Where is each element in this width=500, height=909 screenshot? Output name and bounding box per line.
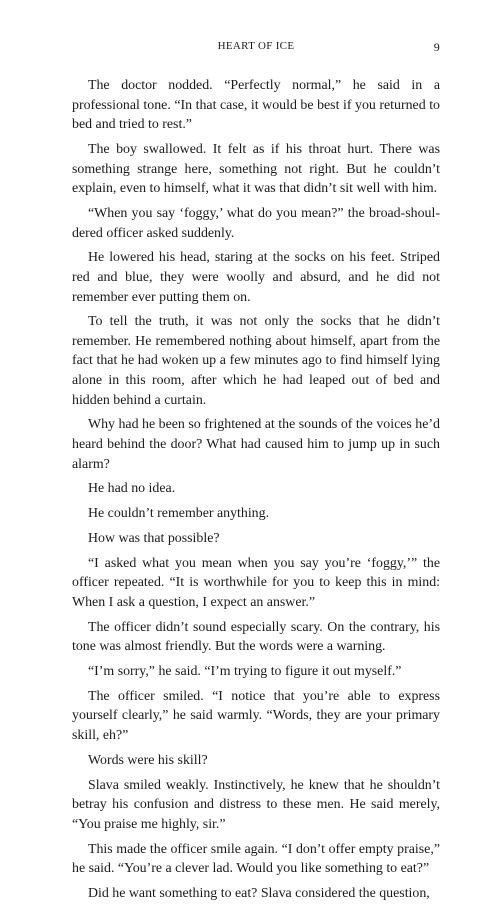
paragraph: Slava smiled weakly. Instinctively, he knew that he shouldn’t betray his confusion and distress to these men. He said merely, “You praise me highly, sir.”: [72, 777, 440, 832]
paragraph: He couldn’t remember anything.: [88, 506, 270, 522]
paragraph: “When you say ‘foggy,’ what do you mean?” the broad-shouldered officer asked suddenly.: [72, 205, 440, 241]
page-number: 9: [433, 40, 440, 54]
paragraph: He lowered his head, staring at the socks on his feet. Striped red and blue, they were woolly and absurd, and he did not remember ever putting them on.: [72, 250, 440, 305]
paragraph: Words were his skill?: [88, 752, 208, 768]
book-page: [72, 40, 440, 909]
paragraph: Did he want something to eat? Slava considered the question,: [88, 885, 430, 901]
running-header: [72, 40, 440, 60]
paragraph: This made the officer smile again. “I don’t offer empty praise,” he said. “You’re a clever lad. Would you like something to eat?”: [72, 841, 440, 877]
paragraph: The officer smiled. “I notice that you’re able to express yourself clearly,” he said warmly. “Words, they are your primary skill, eh?”: [72, 688, 440, 744]
paragraph: The doctor nodded. “Perfectly normal,” he said in a professional tone. “In that case, it would be best if you returned to bed and tried to rest.”: [72, 78, 440, 133]
paragraph: “I asked what you mean when you say you’re ‘foggy,’” the officer repeated. “It is worthwhile for you to keep this in mind: When I ask a question, I expect an answer.”: [72, 555, 440, 610]
body-text: [72, 76, 440, 904]
paragraph: Why had he been so frightened at the sounds of the voices he’d heard behind the door? What had caused him to jump up in such alarm?: [72, 417, 440, 472]
paragraph: “I’m sorry,” he said. “I’m trying to figure it out myself.”: [88, 664, 402, 680]
paragraph: He had no idea.: [88, 481, 176, 497]
running-title: HEART OF ICE: [217, 40, 295, 52]
paragraph: How was that possible?: [88, 530, 220, 546]
paragraph: To tell the truth, it was not only the socks that he didn’t remember. He remembered nothing about himself, apart from the fact that he had woken up a few minutes ago to find himself lying alone in this room, after which he had leaped out of bed and hidden behind a curtain.: [72, 314, 440, 408]
paragraph: The officer didn’t sound especially scary. On the contrary, his tone was almost friendly. But the words were a warning.: [72, 619, 440, 655]
paragraph: The boy swallowed. It felt as if his throat hurt. There was something strange here, something not right. But he couldn’t explain, even to himself, what it was that didn’t sit well with him.: [72, 141, 440, 197]
